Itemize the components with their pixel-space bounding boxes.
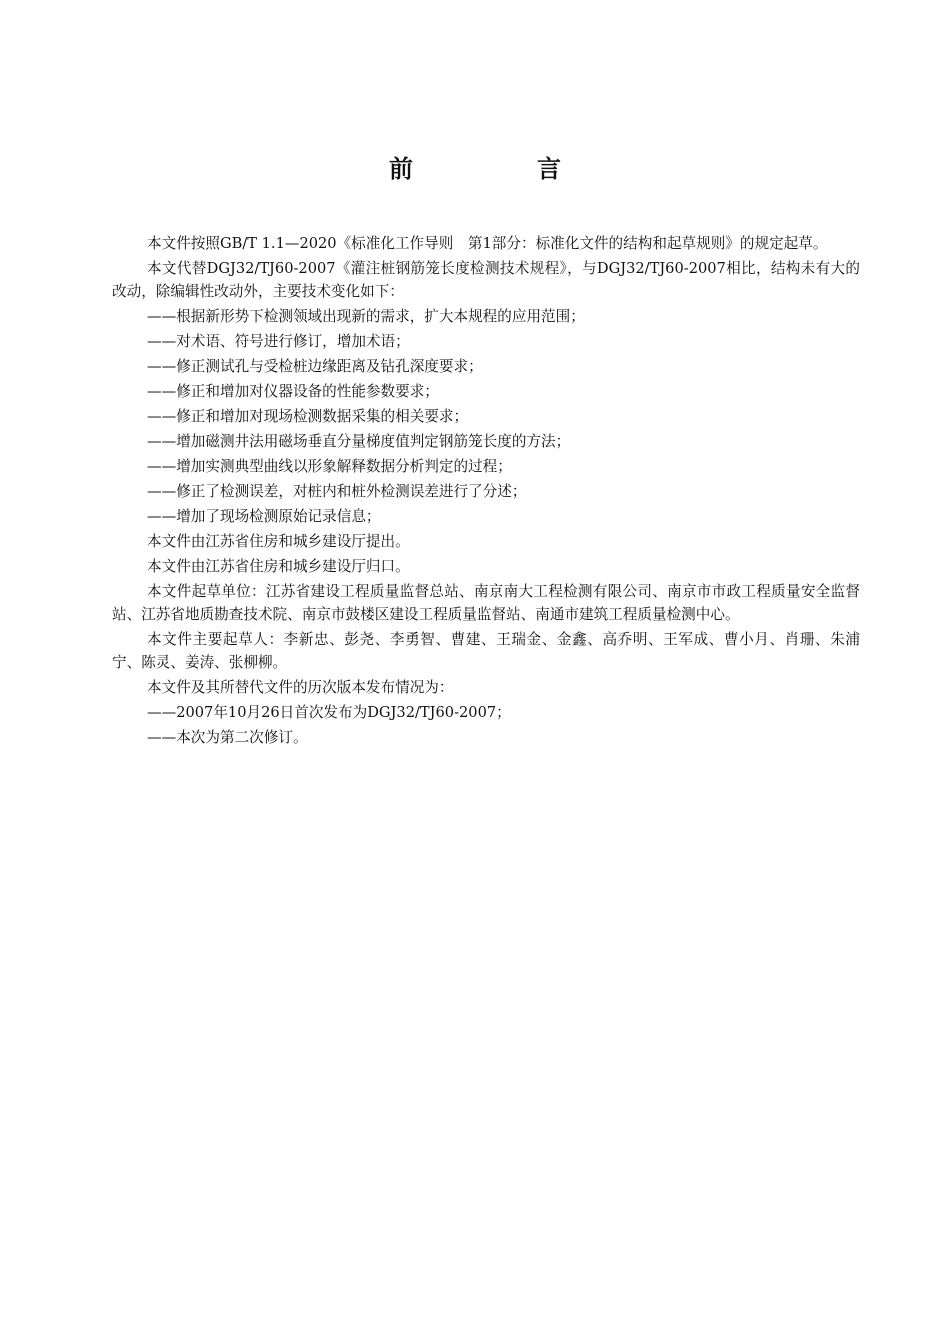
change-item: ——修正测试孔与受检桩边缘距离及钻孔深度要求；: [147, 358, 483, 375]
page-title: 前 言: [389, 155, 611, 183]
change-item: ——根据新形势下检测领域出现新的需求，扩大本规程的应用范围；: [147, 308, 585, 325]
change-item: ——增加实测典型曲线以形象解释数据分析判定的过程；: [147, 458, 512, 475]
change-item: ——增加了现场检测原始记录信息；: [147, 508, 381, 525]
change-item: ——对术语、符号进行修订，增加术语；: [147, 333, 410, 350]
change-item: ——修正和增加对现场检测数据采集的相关要求；: [147, 408, 469, 425]
paragraph-version-history: 本文件及其所替代文件的历次版本发布情况为：: [147, 679, 454, 696]
paragraph-drafting-units: 本文件起草单位：江苏省建设工程质量监督总站、南京南大工程检测有限公司、南京市市政工程质量安全监督站、江苏省地质勘查技术院、南京市鼓楼区建设工程质量监督站、南通市建筑工程质量检测中心。: [112, 583, 860, 623]
paragraph-managed-by: 本文件由江苏省住房和城乡建设厅归口。: [147, 558, 410, 575]
change-item: ——修正和增加对仪器设备的性能参数要求；: [147, 383, 439, 400]
change-item: ——增加磁测井法用磁场垂直分量梯度值判定钢筋笼长度的方法；: [147, 433, 571, 450]
paragraph-drafting-rules: 本文件按照GB/T 1.1—2020《标准化工作导则 第1部分：标准化文件的结构和起草规则》的规定起草。: [147, 235, 828, 252]
history-item: ——本次为第二次修订。: [147, 729, 308, 746]
change-item: ——修正了检测误差，对桩内和桩外检测误差进行了分述；: [147, 483, 527, 500]
history-item: ——2007年10月26日首次发布为DGJ32/TJ60-2007；: [147, 704, 511, 721]
foreword-body: [112, 232, 860, 751]
paragraph-replaces: 本文代替DGJ32/TJ60-2007《灌注桩钢筋笼长度检测技术规程》，与DGJ32/TJ60-2007相比，结构未有大的改动，除编辑性改动外，主要技术变化如下：: [112, 260, 860, 300]
paragraph-proposed-by: 本文件由江苏省住房和城乡建设厅提出。: [147, 533, 410, 550]
paragraph-drafters: 本文件主要起草人：李新忠、彭尧、李勇智、曹建、王瑞金、金鑫、高乔明、王军成、曹小月、肖珊、朱浦宁、陈灵、姜涛、张柳柳。: [112, 631, 860, 671]
